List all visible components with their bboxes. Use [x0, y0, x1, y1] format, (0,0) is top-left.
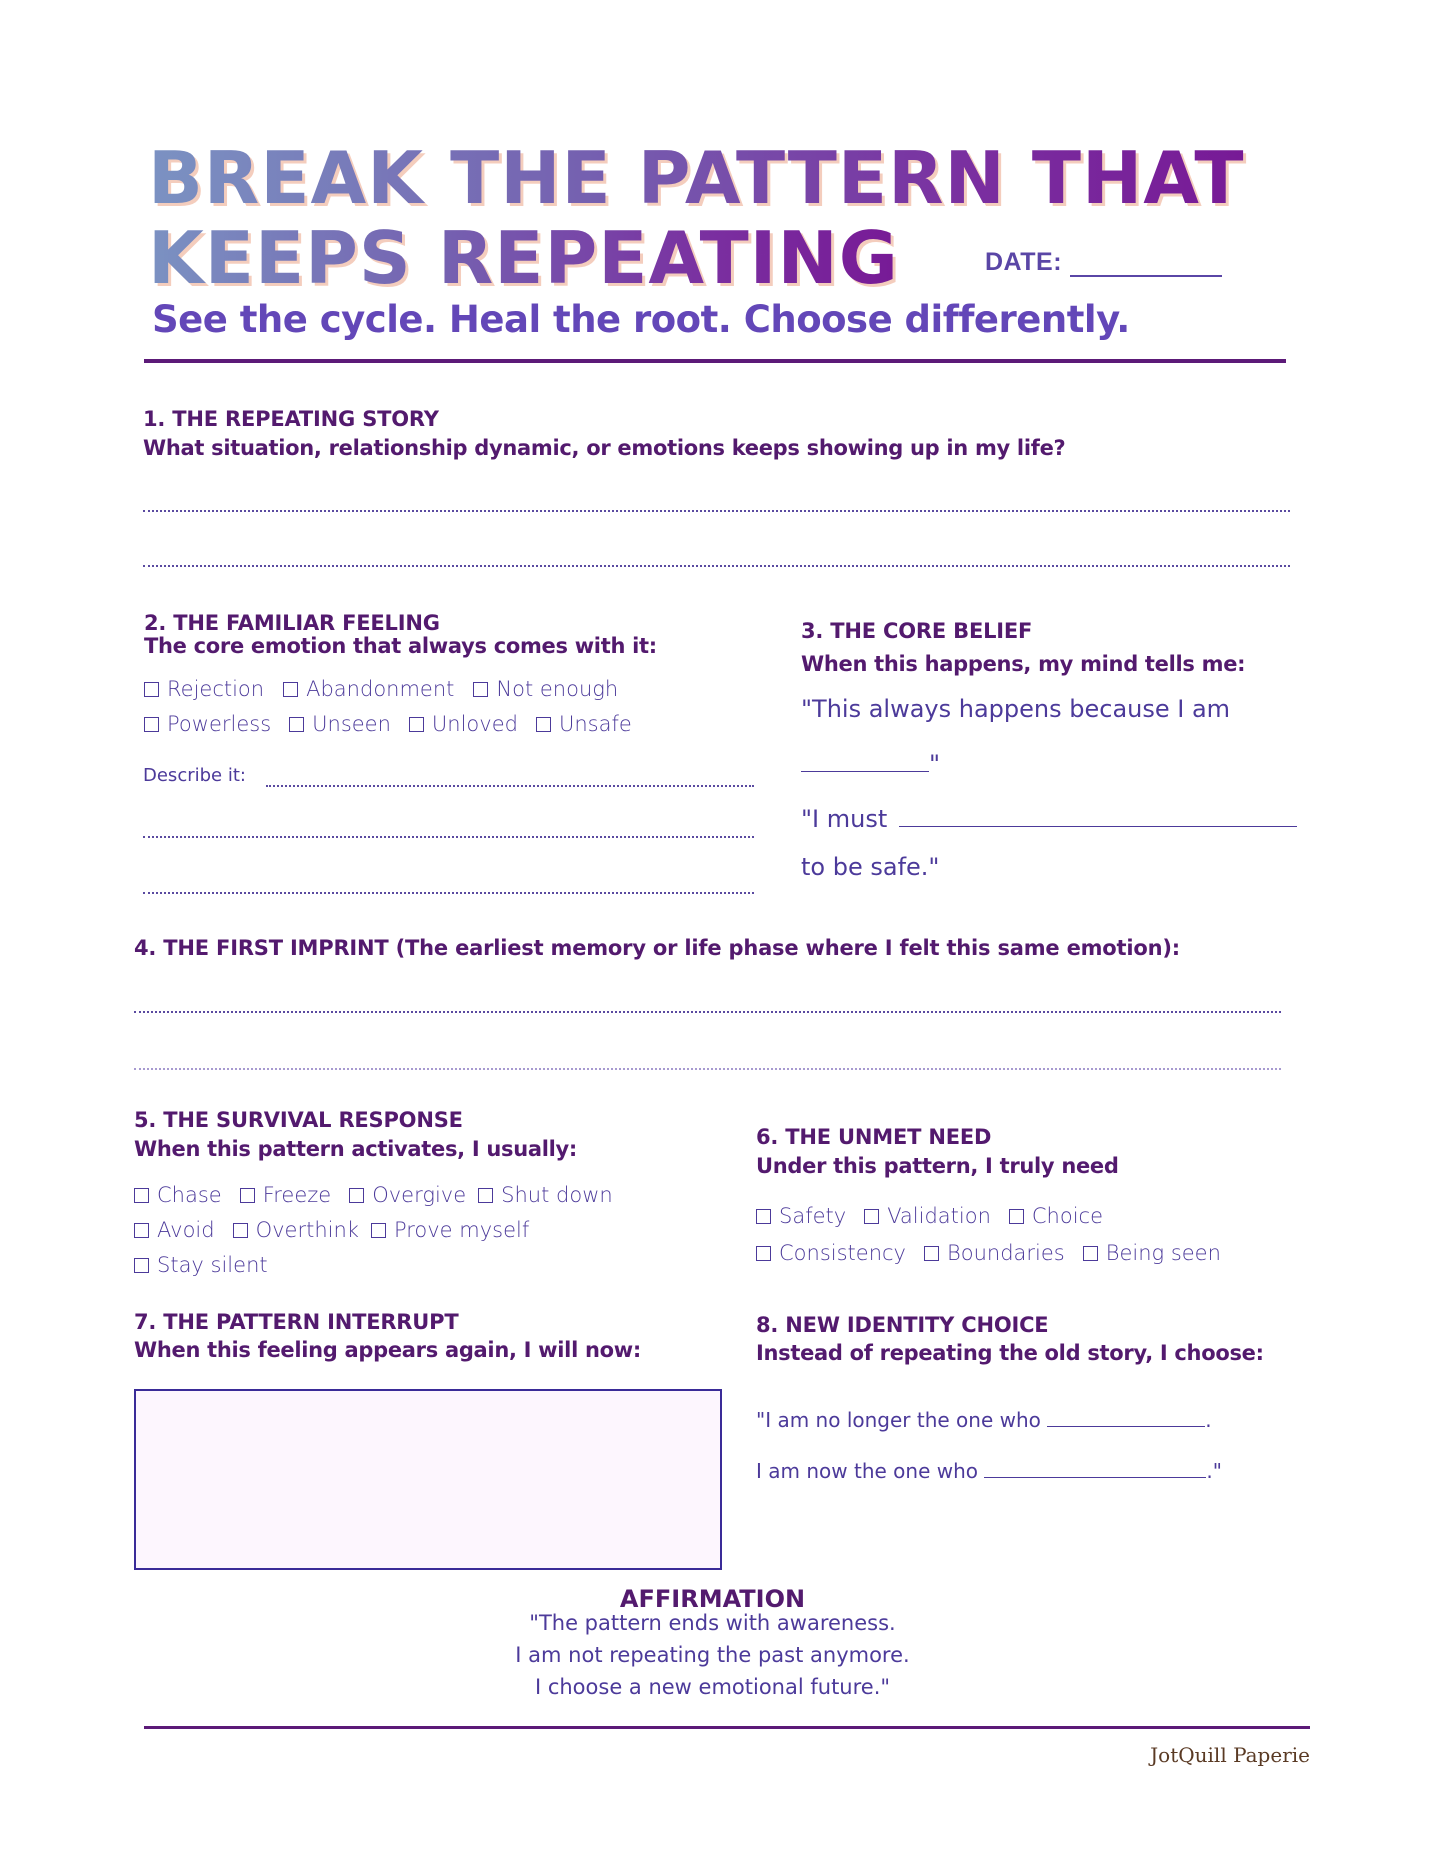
section-5-question: When this pattern activates, I usually:	[134, 1137, 578, 1161]
checkbox-icon[interactable]	[240, 1188, 255, 1203]
affirmation-line-1: "The pattern ends with awareness.	[529, 1611, 896, 1635]
checkbox-icon[interactable]	[473, 682, 488, 697]
identity-line-2: I am now the one who ."	[756, 1459, 1222, 1483]
checkbox-icon[interactable]	[1083, 1246, 1098, 1261]
section-1-answer-line-1[interactable]	[143, 510, 1290, 512]
checkbox-icon[interactable]	[536, 717, 551, 732]
feeling-option-abandonment[interactable]: Abandonment	[283, 677, 454, 701]
identity-line-1: "I am no longer the one who .	[756, 1408, 1212, 1432]
checkbox-icon[interactable]	[233, 1223, 248, 1238]
response-option-shut-down[interactable]: Shut down	[478, 1183, 613, 1207]
need-option-being-seen[interactable]: Being seen	[1083, 1241, 1221, 1265]
section-2-heading: 2. THE FAMILIAR FEELING	[144, 611, 440, 635]
checkbox-icon[interactable]	[924, 1246, 939, 1261]
belief-blank-2[interactable]	[899, 800, 1297, 827]
affirmation-heading: AFFIRMATION	[619, 1585, 806, 1613]
feeling-options-row-1	[144, 677, 638, 701]
section-8-question: Instead of repeating the old story, I choose:	[756, 1341, 1264, 1365]
need-option-boundaries[interactable]: Boundaries	[924, 1241, 1065, 1265]
belief-line-1: "This always happens because I am	[801, 695, 1231, 723]
checkbox-icon[interactable]	[289, 717, 304, 732]
response-option-avoid[interactable]: Avoid	[134, 1218, 215, 1242]
page-title-line-1: BREAK THE PATTERN THAT	[148, 136, 1245, 220]
page-title-line-2: KEEPS REPEATING	[148, 216, 899, 300]
need-option-safety[interactable]: Safety	[756, 1204, 846, 1228]
response-option-overthink[interactable]: Overthink	[233, 1218, 359, 1242]
brand-name: JotQuill Paperie	[1150, 1743, 1310, 1767]
feeling-option-rejection[interactable]: Rejection	[144, 677, 264, 701]
section-8-heading: 8. NEW IDENTITY CHOICE	[756, 1313, 1049, 1337]
section-1-question: What situation, relationship dynamic, or emotions keeps showing up in my life?	[143, 436, 1066, 460]
section-6-heading: 6. THE UNMET NEED	[756, 1125, 992, 1149]
checkbox-icon[interactable]	[134, 1223, 149, 1238]
footer-divider	[144, 1726, 1310, 1729]
need-option-validation[interactable]: Validation	[864, 1204, 991, 1228]
need-options-row-1	[756, 1204, 1123, 1228]
section-4-answer-line-2[interactable]	[134, 1068, 1281, 1070]
affirmation-block	[340, 1585, 1085, 1699]
section-4-answer-line-1[interactable]	[134, 1011, 1281, 1013]
section-7-heading: 7. THE PATTERN INTERRUPT	[134, 1310, 459, 1334]
date-label: DATE:	[985, 248, 1063, 276]
checkbox-icon[interactable]	[283, 682, 298, 697]
checkbox-icon[interactable]	[409, 717, 424, 732]
section-7-question: When this feeling appears again, I will now:	[134, 1338, 641, 1362]
pattern-interrupt-answer-box[interactable]	[134, 1389, 722, 1570]
checkbox-icon[interactable]	[1009, 1209, 1024, 1224]
section-3-heading: 3. THE CORE BELIEF	[801, 619, 1033, 643]
response-options-row-2	[134, 1218, 549, 1242]
belief-blank-1[interactable]	[801, 745, 929, 772]
response-option-chase[interactable]: Chase	[134, 1183, 222, 1207]
response-option-prove-myself[interactable]: Prove myself	[371, 1218, 529, 1242]
response-option-stay-silent[interactable]: Stay silent	[134, 1253, 268, 1277]
belief-line-2: "	[801, 745, 940, 778]
feeling-option-unloved[interactable]: Unloved	[409, 712, 518, 736]
belief-line-4: to be safe."	[801, 853, 940, 881]
checkbox-icon[interactable]	[349, 1188, 364, 1203]
response-option-overgive[interactable]: Overgive	[349, 1183, 466, 1207]
section-4-heading: 4. THE FIRST IMPRINT (The earliest memory or life phase where I felt this same emotion):	[134, 936, 1180, 960]
feeling-option-not-enough[interactable]: Not enough	[473, 677, 618, 701]
feeling-option-unseen[interactable]: Unseen	[289, 712, 391, 736]
section-3-question: When this happens, my mind tells me:	[801, 652, 1246, 676]
response-options-row-1	[134, 1183, 633, 1207]
checkbox-icon[interactable]	[756, 1246, 771, 1261]
checkbox-icon[interactable]	[134, 1188, 149, 1203]
section-1-heading: 1. THE REPEATING STORY	[143, 407, 439, 431]
section-5-heading: 5. THE SURVIVAL RESPONSE	[134, 1108, 463, 1132]
checkbox-icon[interactable]	[864, 1209, 879, 1224]
checkbox-icon[interactable]	[756, 1209, 771, 1224]
date-field[interactable]	[985, 248, 1222, 277]
affirmation-line-2: I am not repeating the past anymore.	[515, 1643, 910, 1667]
feeling-option-powerless[interactable]: Powerless	[144, 712, 271, 736]
feeling-option-unsafe[interactable]: Unsafe	[536, 712, 632, 736]
need-options-row-2	[756, 1241, 1241, 1265]
describe-answer-line-3[interactable]	[143, 892, 754, 894]
checkbox-icon[interactable]	[371, 1223, 386, 1238]
describe-answer-line-2[interactable]	[143, 836, 754, 838]
identity-blank-2[interactable]	[984, 1457, 1206, 1478]
describe-it-label: Describe it:	[143, 765, 246, 786]
page-subtitle: See the cycle. Heal the root. Choose differently.	[152, 298, 1130, 341]
header-divider	[144, 359, 1286, 363]
checkbox-icon[interactable]	[134, 1258, 149, 1273]
belief-line-3: "I must	[801, 800, 1297, 833]
section-1-answer-line-2[interactable]	[143, 565, 1290, 567]
affirmation-line-3: I choose a new emotional future."	[534, 1675, 891, 1699]
section-2-question: The core emotion that always comes with it:	[144, 634, 657, 658]
section-6-question: Under this pattern, I truly need	[756, 1154, 1119, 1178]
need-option-choice[interactable]: Choice	[1009, 1204, 1103, 1228]
describe-answer-line-1[interactable]	[266, 785, 754, 787]
date-input-line[interactable]	[1070, 253, 1222, 277]
response-option-freeze[interactable]: Freeze	[240, 1183, 332, 1207]
feeling-options-row-2	[144, 712, 652, 736]
checkbox-icon[interactable]	[144, 717, 159, 732]
checkbox-icon[interactable]	[144, 682, 159, 697]
need-option-consistency[interactable]: Consistency	[756, 1241, 906, 1265]
checkbox-icon[interactable]	[478, 1188, 493, 1203]
response-options-row-3	[134, 1253, 288, 1277]
identity-blank-1[interactable]	[1047, 1406, 1205, 1427]
